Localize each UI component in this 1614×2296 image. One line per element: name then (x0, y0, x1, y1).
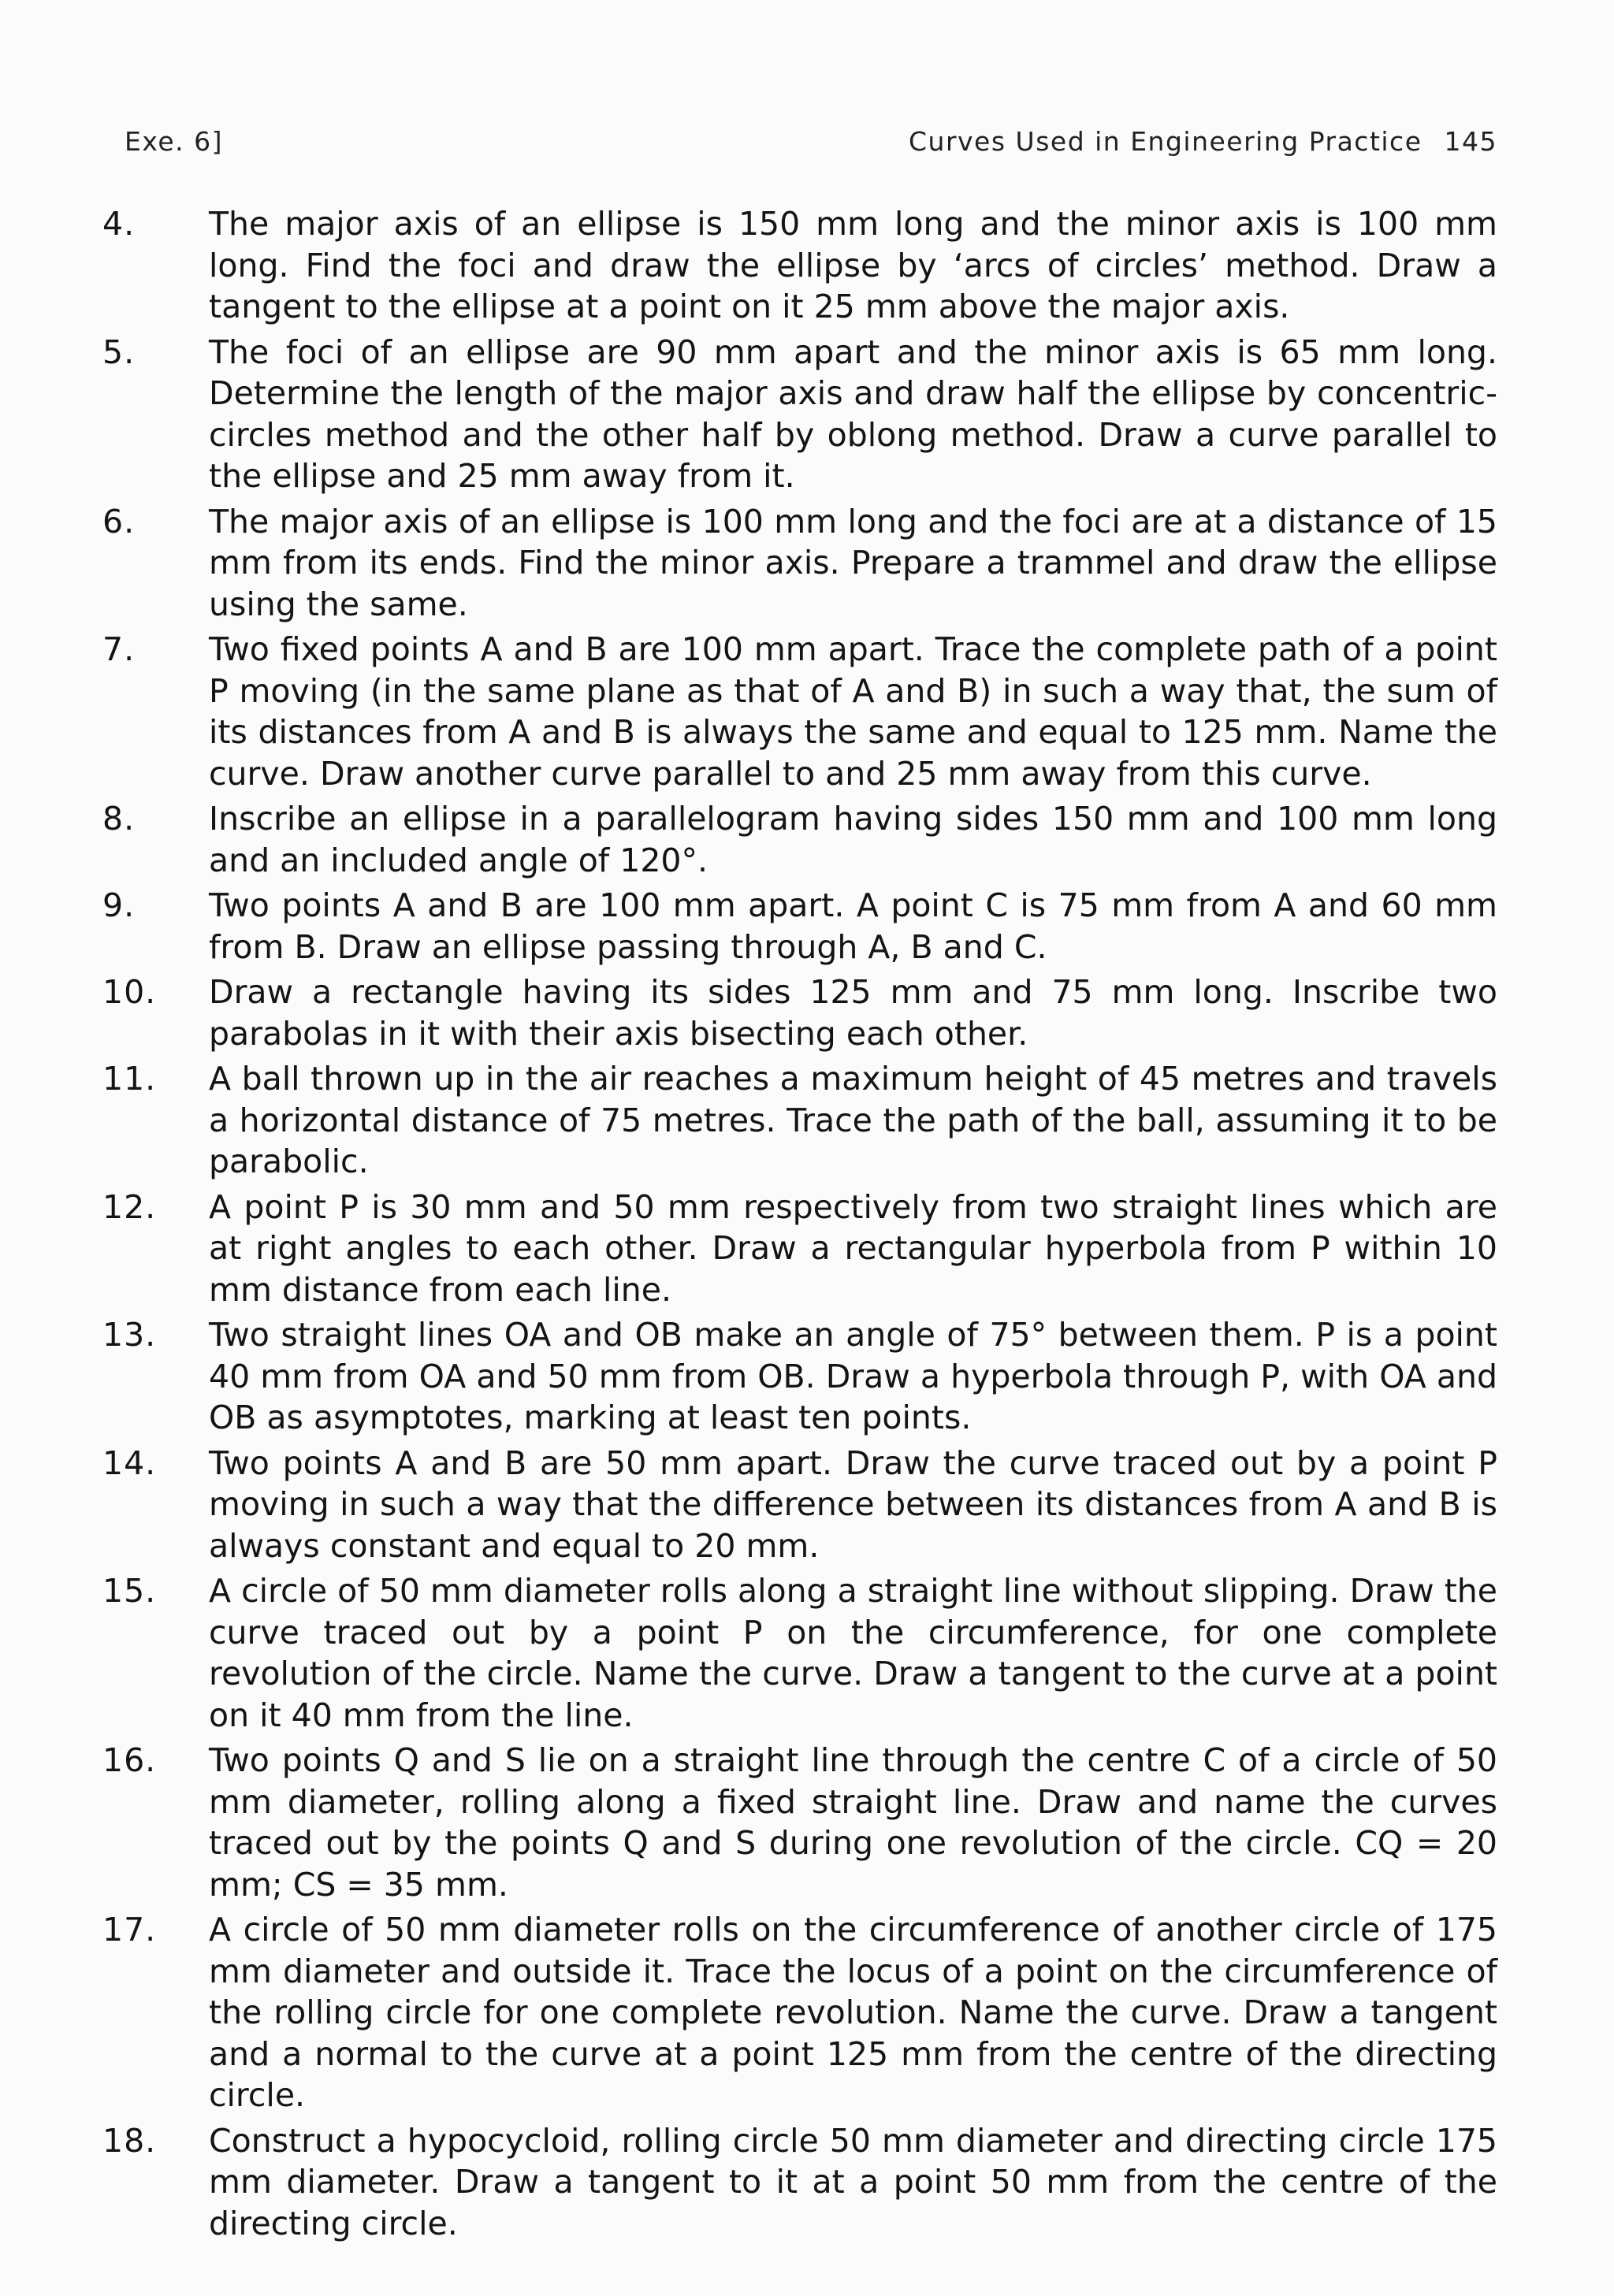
exercise-text: A ball thrown up in the air reaches a maximum height of 45 metres and travels a horizontal distance of 75 metres. Trace the path of the ball, assuming it to be parabolic. (209, 1060, 1497, 1180)
exercise-text: The major axis of an ellipse is 150 mm long and the minor axis is 100 mm long. Find the foci and draw the ellipse by ‘arcs of circles’ method. Draw a tangent to the ellipse at a point on it 25 mm above the major axis. (209, 205, 1497, 325)
exercise-text: Two points A and B are 100 mm apart. A point C is 75 mm from A and 60 mm from B. Draw an ellipse passing through A, B and C. (209, 886, 1497, 966)
exercise-text: Two points Q and S lie on a straight line through the centre C of a circle of 50 mm diameter, rolling along a fixed straight line. Draw and name the curves traced out by the points Q and S during one revolution of the circle. CQ = 20 mm; CS = 35 mm. (209, 1741, 1497, 1904)
exercise-number: 9. (102, 886, 136, 924)
exercise-item (102, 1740, 1497, 1905)
exercise-item (102, 2120, 1497, 2245)
exercise-item (102, 203, 1497, 328)
running-header (125, 126, 1497, 165)
exercise-number: 11. (102, 1060, 157, 1098)
exercise-number: 8. (102, 800, 136, 838)
exercise-text: A circle of 50 mm diameter rolls on the circumference of another circle of 175 mm diameter and outside it. Trace the locus of a point on the circumference of the rolling circle for one complete revolution. Name the curve. Draw a tangent and a normal to the curve at a point 125 mm from the centre of the directing circle. (209, 1911, 1497, 2114)
exercise-text: Two straight lines OA and OB make an angle of 75° between them. P is a point 40 mm from OA and 50 mm from OB. Draw a hyperbola through P, with OA and OB as asymptotes, marking at least ten points. (209, 1316, 1497, 1436)
exercise-number: 12. (102, 1187, 157, 1226)
exercise-text: Two fixed points A and B are 100 mm apart. Trace the complete path of a point P moving (in the same plane as that of A and B) in such a way that, the sum of its distances from A and B is always the same and equal to 125 mm. Name the curve. Draw another curve parallel to and 25 mm away from this curve. (209, 630, 1497, 793)
exercise-number: 7. (102, 630, 136, 668)
exercise-item (102, 1909, 1497, 2116)
exercise-number: 13. (102, 1316, 157, 1354)
exercise-item (102, 501, 1497, 626)
exercise-number: 18. (102, 2121, 157, 2160)
exercise-item (102, 1058, 1497, 1183)
exercise-item (102, 1314, 1497, 1439)
exercise-item (102, 798, 1497, 881)
exercise-text: Draw a rectangle having its sides 125 mm and 75 mm long. Inscribe two parabolas in it with their axis bisecting each other. (209, 973, 1497, 1053)
exercise-number: 10. (102, 973, 157, 1011)
exercise-item (102, 1187, 1497, 1311)
exercise-item (102, 885, 1497, 968)
exercise-number: 6. (102, 502, 136, 541)
exercise-text: A circle of 50 mm diameter rolls along a straight line without slipping. Draw the curve traced out by a point P on the circumference, for one complete revolution of the circle. Name the curve. Draw a tangent to the curve at a point on it 40 mm from the line. (209, 1572, 1497, 1734)
exercise-text: Construct a hypocycloid, rolling circle 50 mm diameter and directing circle 175 mm diameter. Draw a tangent to it at a point 50 mm from the centre of the directing circle. (209, 2121, 1497, 2242)
exercise-number: 5. (102, 333, 136, 371)
exercise-text: A point P is 30 mm and 50 mm respectively from two straight lines which are at right angles to each other. Draw a rectangular hyperbola from P within 10 mm distance from each line. (209, 1187, 1497, 1309)
exercise-item (102, 1443, 1497, 1567)
exercise-item (102, 972, 1497, 1054)
exercise-text: Inscribe an ellipse in a parallelogram having sides 150 mm and 100 mm long and an included angle of 120°. (209, 800, 1497, 879)
exercise-item (102, 332, 1497, 497)
exercise-number: 4. (102, 205, 136, 243)
exercise-list (102, 203, 1497, 2248)
exercise-text: The foci of an ellipse are 90 mm apart and the minor axis is 65 mm long. Determine the length of the major axis and draw half the ellipse by concentric-circles method and the other half by oblong method. Draw a curve parallel to the ellipse and 25 mm away from it. (209, 333, 1497, 495)
exercise-number: 14. (102, 1443, 157, 1482)
exercise-number: 16. (102, 1741, 157, 1779)
exercise-number: 15. (102, 1572, 157, 1610)
header-right (909, 126, 1497, 157)
exercise-number: 17. (102, 1911, 157, 1949)
exercise-text: Two points A and B are 50 mm apart. Draw the curve traced out by a point P moving in such a way that the difference between its distances from A and B is always constant and equal to 20 mm. (209, 1443, 1497, 1565)
header-exercise-ref: Exe. 6] (125, 126, 224, 157)
exercise-item (102, 629, 1497, 794)
exercise-item (102, 1570, 1497, 1736)
exercise-text: The major axis of an ellipse is 100 mm long and the foci are at a distance of 15 mm from its ends. Find the minor axis. Prepare a trammel and draw the ellipse using the same. (209, 502, 1497, 623)
page-number: 145 (1444, 126, 1497, 157)
header-chapter-title: Curves Used in Engineering Practice (909, 126, 1422, 157)
